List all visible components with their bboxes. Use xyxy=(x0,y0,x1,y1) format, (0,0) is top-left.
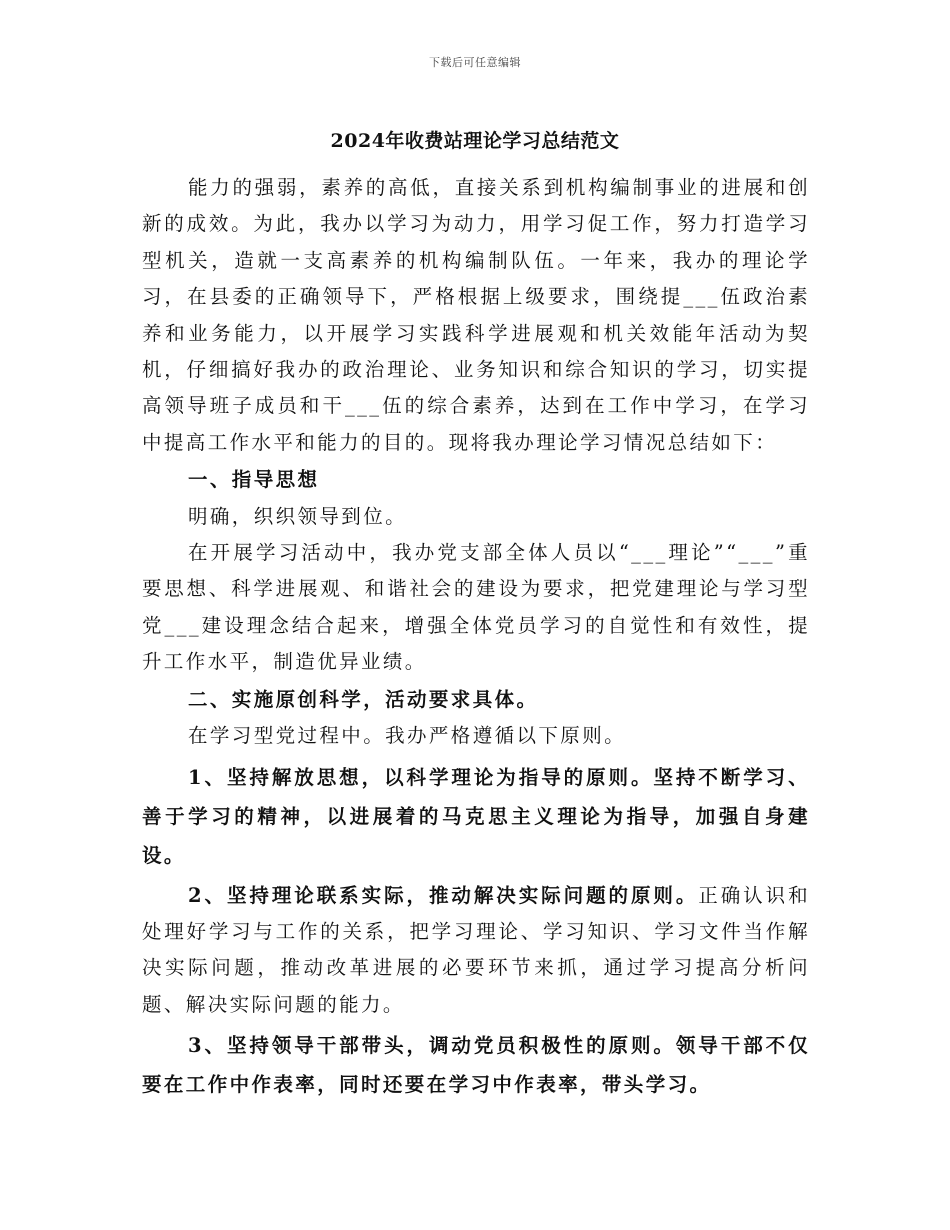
section-heading-2: 二、实施原创科学，活动要求具体。 xyxy=(188,687,539,711)
document-title: 2024年收费站理论学习总结范文 xyxy=(330,130,620,152)
principle-3: 3、坚持领导干部带头，调动党员积极性的原则。领导干部不仅要在工作中作表率，同时还要在学习中作表率，带头学习。 xyxy=(142,1034,810,1097)
principle-2 xyxy=(142,878,810,1024)
paragraph-4: 在学习型党过程中。我办严格遵循以下原则。 xyxy=(188,724,627,748)
header-note: 下载后可任意编辑 xyxy=(429,56,521,69)
intro-paragraph: 能力的强弱，素养的高低，直接关系到机构编制事业的进展和创新的成效。为此，我办以学习为动力，用学习促工作，努力打造学习型机关，造就一支高素养的机构编制队伍。一年来，我办的理论学习，在县委的正确领导下，严格根据上级要求，围绕提___伍政治素养和业务能力，以开展学习实践科学进展观和机关效能年活动为契机，仔细搞好我办的政治理论、业务知识和综合知识的学习，切实提高领导班子成员和干___伍的综合素养，达到在工作中学习，在学习中提高工作水平和能力的目的。现将我办理论学习情况总结如下： xyxy=(142,176,810,454)
principle-2-body: 正确认识和处理好学习与工作的关系，把学习理论、学习知识、学习文件当作解决实际问题，推动改革进展的必要环节来抓，通过学习提高分析问题、解决实际问题的能力。 xyxy=(142,883,810,1016)
section-heading-1: 一、指导思想 xyxy=(188,468,320,492)
document-body xyxy=(142,170,810,1104)
paragraph-2: 明确，织织领导到位。 xyxy=(188,504,408,528)
paragraph-3: 在开展学习活动中，我办党支部全体人员以“___理论”“___”重要思想、科学进展观、和谐社会的建设为要求，把党建理论与学习型党___建设理念结合起来，增强全体党员学习的自觉性和有效性，提升工作水平，制造优异业绩。 xyxy=(142,541,810,674)
principle-2-lead: 2、坚持理论联系实际，推动解决实际问题的原则。 xyxy=(188,883,699,907)
principle-1: 1、坚持解放思想，以科学理论为指导的原则。坚持不断学习、善于学习的精神，以进展着的马克思主义理论为指导，加强自身建设。 xyxy=(142,765,810,867)
